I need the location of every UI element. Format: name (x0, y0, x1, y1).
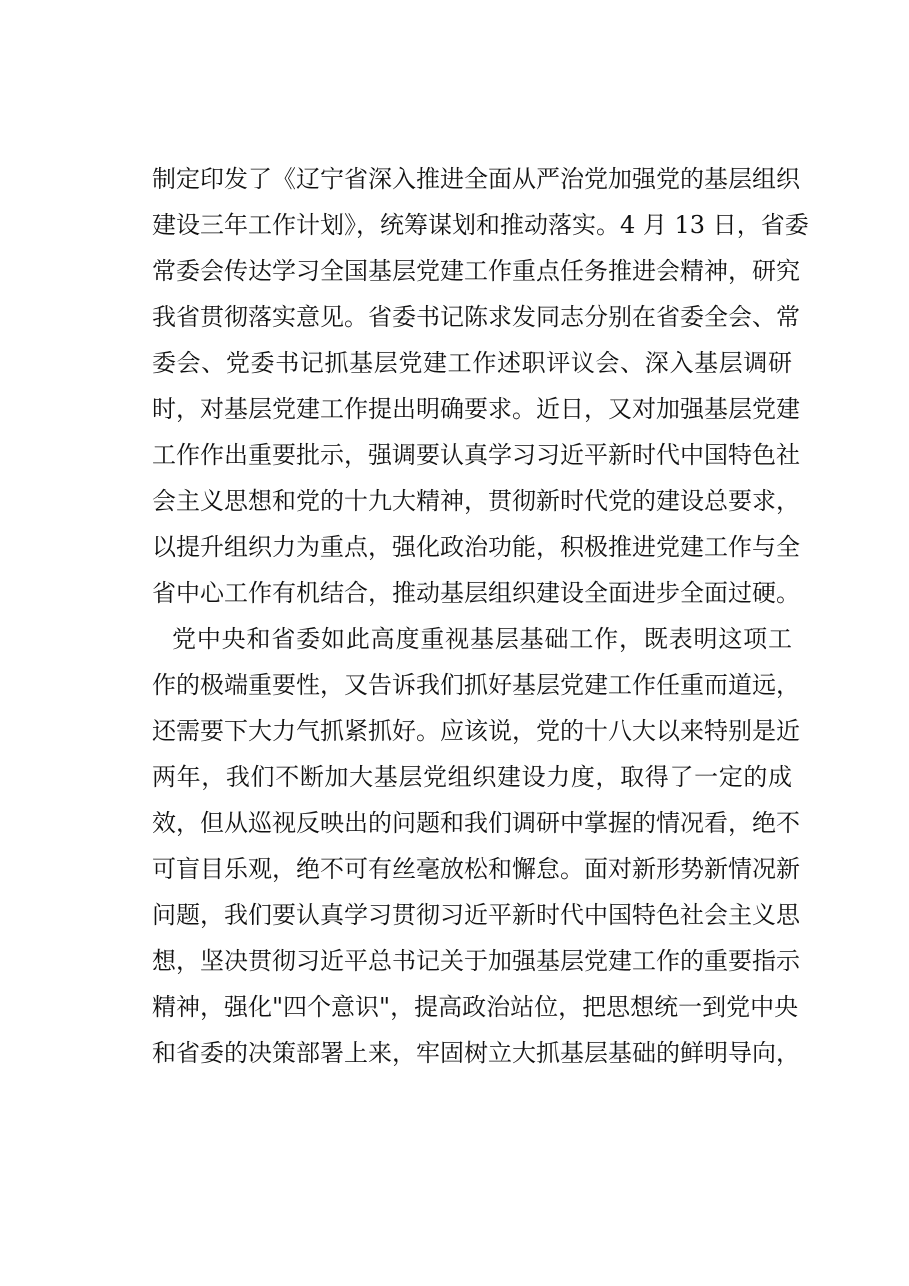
paragraph-line: 可盲目乐观，绝不可有丝毫放松和懈怠。面对新形势新情况新 (152, 855, 800, 883)
paragraph-line: 时，对基层党建工作提出明确要求。近日，又对加强基层党建 (152, 395, 800, 423)
paragraph-line: 和省委的决策部署上来，牢固树立大抓基层基础的鲜明导向， (152, 1039, 800, 1067)
paragraph-line: 省中心工作有机结合，推动基层组织建设全面进步全面过硬。 (152, 579, 800, 607)
paragraph-line: 我省贯彻落实意见。省委书记陈求发同志分别在省委全会、常 (152, 303, 800, 331)
paragraph-line: 精神，强化"四个意识"，提高政治站位，把思想统一到党中央 (152, 993, 799, 1021)
paragraph-line: 委会、党委书记抓基层党建工作述职评议会、深入基层调研 (152, 349, 792, 377)
paragraph-line: 还需要下大力气抓紧抓好。应该说，党的十八大以来特别是近 (152, 717, 800, 745)
paragraph-line: 效，但从巡视反映出的问题和我们调研中掌握的情况看，绝不 (152, 809, 800, 837)
paragraph-line: 建设三年工作计划》，统筹谋划和推动落实。4 月 13 日，省委 (152, 211, 809, 239)
paragraph-line: 工作作出重要批示，强调要认真学习习近平新时代中国特色社 (152, 441, 800, 469)
paragraph-line: 以提升组织力为重点，强化政治功能，积极推进党建工作与全 (152, 533, 800, 561)
paragraph-line: 制定印发了《辽宁省深入推进全面从严治党加强党的基层组织 (152, 165, 800, 193)
paragraph-line: 会主义思想和党的十九大精神，贯彻新时代党的建设总要求， (152, 487, 800, 515)
paragraph-line: 问题，我们要认真学习贯彻习近平新时代中国特色社会主义思 (152, 901, 800, 929)
paragraph-line: 作的极端重要性，又告诉我们抓好基层党建工作任重而道远， (152, 671, 800, 699)
paragraph-line: 两年，我们不断加大基层党组织建设力度，取得了一定的成 (152, 763, 792, 791)
paragraph-line: 常委会传达学习全国基层党建工作重点任务推进会精神，研究 (152, 257, 800, 285)
paragraph-line: 党中央和省委如此高度重视基层基础工作，既表明这项工 (172, 625, 792, 653)
paragraph-line: 想，坚决贯彻习近平总书记关于加强基层党建工作的重要指示 (152, 947, 800, 975)
